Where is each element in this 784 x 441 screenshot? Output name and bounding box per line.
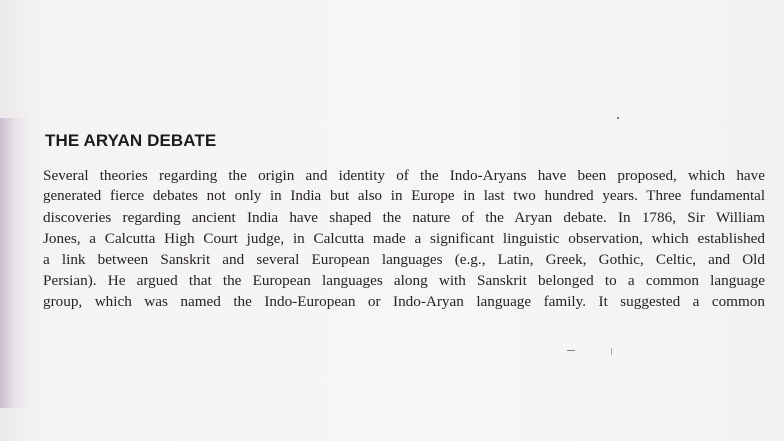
print-speck — [611, 348, 612, 355]
body-paragraph — [43, 165, 765, 312]
paragraph-line: generated fierce debates not only in India but also in Europe in last two hundred years. Three fundamental — [43, 188, 765, 204]
print-speck — [617, 117, 619, 119]
page-edge-shadow — [0, 118, 30, 408]
print-speck — [567, 350, 575, 351]
paragraph-line: group, which was named the Indo-European or Indo-Aryan language family. It suggested a common — [43, 293, 765, 310]
section-heading: THE ARYAN DEBATE — [45, 131, 217, 150]
paragraph-line: discoveries regarding ancient India have shaped the nature of the Aryan debate. In 1786, Sir William — [43, 209, 765, 226]
paragraph-line: Several theories regarding the origin and identity of the Indo-Aryans have been proposed, which have — [43, 167, 765, 184]
paragraph-line: a link between Sanskrit and several European languages (e.g., Latin, Greek, Gothic, Celtic, and Old — [43, 251, 765, 268]
paragraph-line: Jones, a Calcutta High Court judge, in Calcutta made a significant linguistic observation, which established — [43, 230, 765, 247]
paragraph-line: Persian). He argued that the European languages along with Sanskrit belonged to a common language — [43, 272, 765, 289]
